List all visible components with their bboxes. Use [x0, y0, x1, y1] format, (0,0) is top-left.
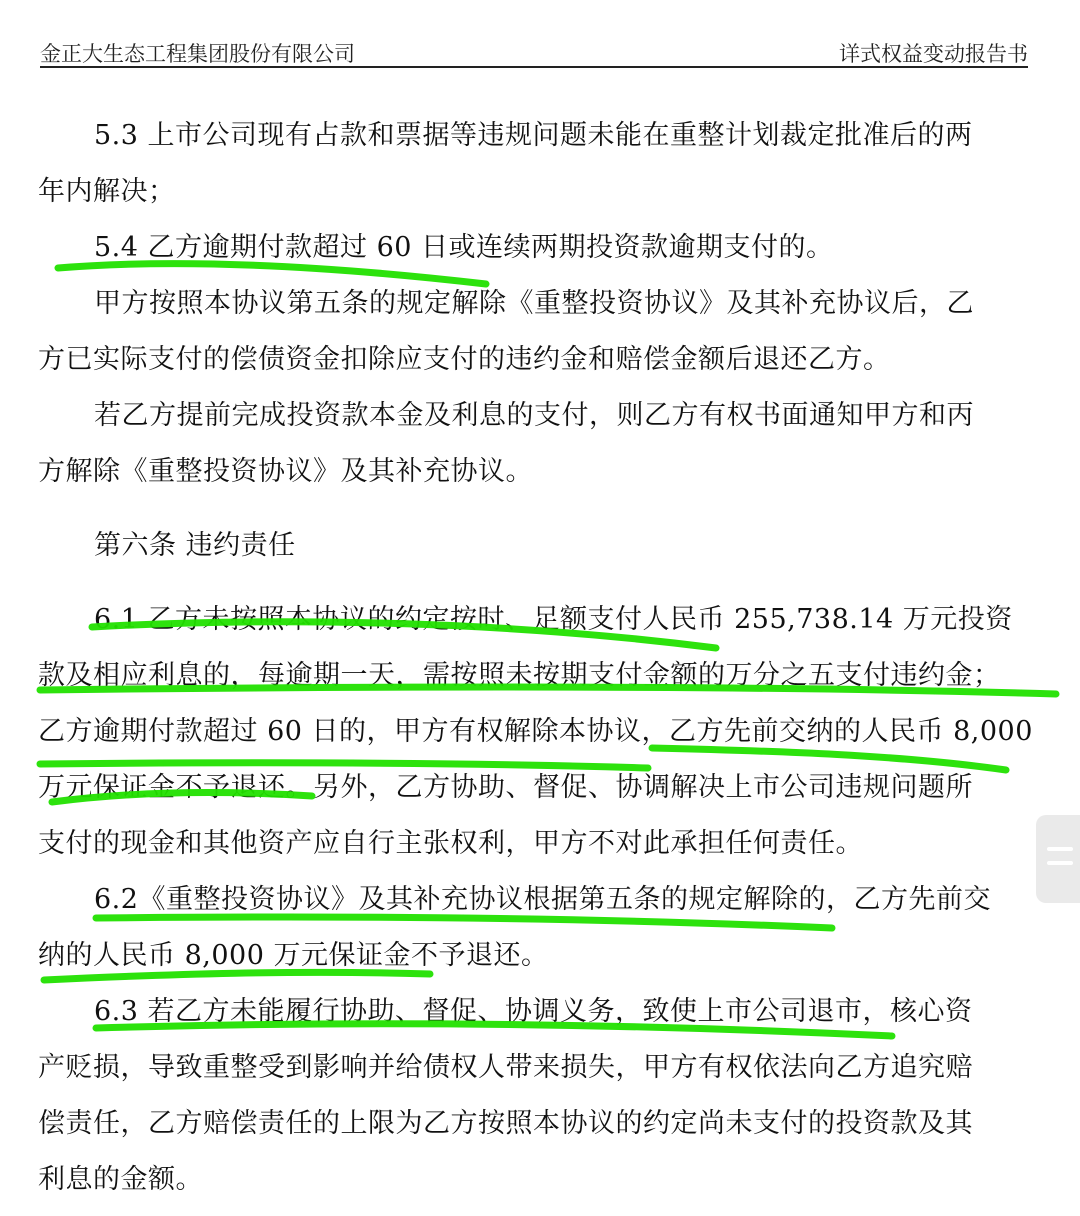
- clause-5-4: 5.4 乙方逾期付款超过 60 日或连续两期投资款逾期支付的。: [94, 232, 834, 263]
- termination-paragraph-line-2: 方已实际支付的偿债资金扣除应支付的违约金和赔偿金额后退还乙方。: [38, 344, 891, 375]
- clause-5-3-line-1: 5.3 上市公司现有占款和票据等违规问题未能在重整计划裁定批准后的两: [94, 120, 973, 151]
- clause-6-1-line-3: 乙方逾期付款超过 60 日的，甲方有权解除本协议，乙方先前交纳的人民币 8,000: [38, 716, 1033, 747]
- clause-6-1-line-1: 6.1 乙方未按照本协议的约定按时、足额支付人民币 255,738.14 万元投资: [94, 604, 1013, 635]
- clause-6-2-line-2: 纳的人民币 8,000 万元保证金不予退还。: [38, 940, 549, 971]
- clause-6-3-line-1: 6.3 若乙方未能履行协助、督促、协调义务，致使上市公司退市，核心资: [94, 996, 973, 1027]
- scroll-handle[interactable]: [1036, 815, 1080, 903]
- clause-6-3-line-4: 利息的金额。: [38, 1164, 203, 1195]
- company-name: 金正大生态工程集团股份有限公司: [40, 42, 355, 66]
- page-header: [40, 36, 1028, 68]
- early-payment-paragraph-line-1: 若乙方提前完成投资款本金及利息的支付，则乙方有权书面通知甲方和丙: [94, 400, 974, 431]
- clause-6-3-line-3: 偿责任，乙方赔偿责任的上限为乙方按照本协议的约定尚未支付的投资款及其: [38, 1108, 973, 1139]
- clause-5-3-line-2: 年内解决；: [38, 176, 176, 207]
- report-title: 详式权益变动报告书: [839, 42, 1028, 66]
- clause-6-3-line-2: 产贬损，导致重整受到影响并给债权人带来损失，甲方有权依法向乙方追究赔: [38, 1052, 973, 1083]
- early-payment-paragraph-line-2: 方解除《重整投资协议》及其补充协议。: [38, 456, 533, 487]
- termination-paragraph-line-1: 甲方按照本协议第五条的规定解除《重整投资协议》及其补充协议后，乙: [94, 288, 974, 319]
- handle-grip-line: [1047, 861, 1073, 865]
- handle-grip-line: [1047, 847, 1073, 851]
- clause-6-2-line-1: 6.2《重整投资协议》及其补充协议根据第五条的规定解除的，乙方先前交: [94, 884, 991, 915]
- clause-6-1-line-5: 支付的现金和其他资产应自行主张权利，甲方不对此承担任何责任。: [38, 828, 863, 859]
- article-6-heading: 第六条 违约责任: [94, 530, 296, 561]
- clause-6-1-line-4: 万元保证金不予退还。另外，乙方协助、督促、协调解决上市公司违规问题所: [38, 772, 973, 803]
- clause-6-1-line-2: 款及相应利息的，每逾期一天，需按照未按期支付金额的万分之五支付违约金；: [38, 660, 1001, 691]
